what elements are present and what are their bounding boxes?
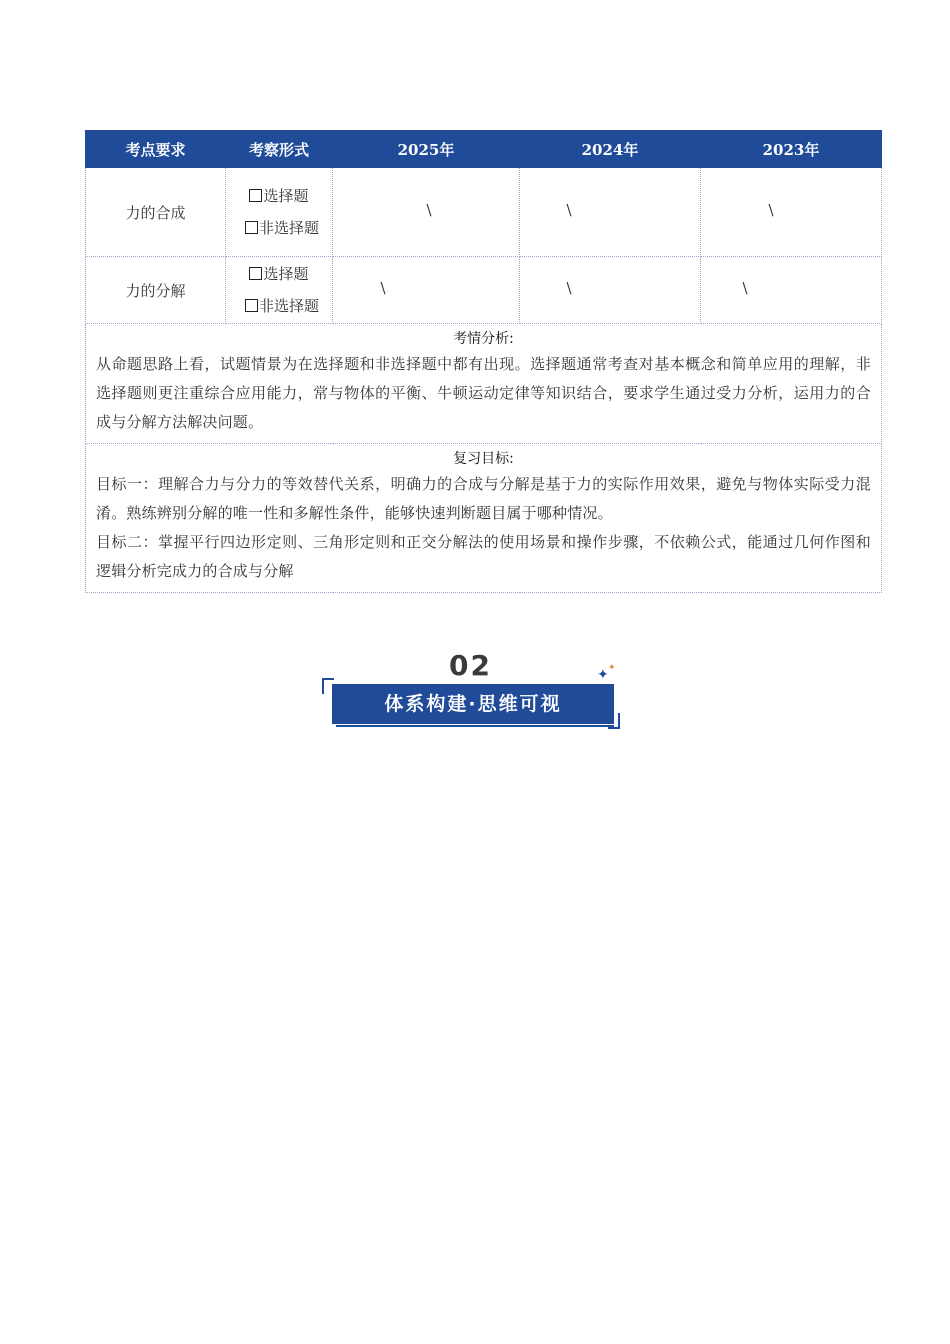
year-2024-cell — [520, 168, 701, 257]
exam-requirements-table — [85, 130, 882, 593]
header-2024: 2024年 — [520, 131, 701, 168]
year-2023-cell — [701, 168, 882, 257]
banner-underline — [336, 725, 614, 727]
goal-two-text: 目标二：掌握平行四边形定则、三角形定则和正交分解法的使用场景和操作步骤，不依赖公式，能通过几何作图和逻辑分析完成力的合成与分解 — [96, 533, 871, 580]
analysis-cell — [86, 324, 882, 444]
goals-cell — [86, 444, 882, 593]
option-nonchoice[interactable] — [233, 212, 331, 244]
cell-value: \ — [426, 201, 432, 219]
option-choice[interactable] — [227, 180, 331, 212]
option-choice[interactable] — [227, 258, 331, 290]
header-form: 考察形式 — [226, 131, 333, 168]
section-number: 02 — [449, 649, 492, 682]
year-2024-cell — [520, 257, 701, 324]
goals-row — [86, 444, 882, 593]
option-label: 选择题 — [263, 265, 309, 283]
topic-cell: 力的合成 — [86, 168, 226, 257]
sparkle-icon: ✦ — [597, 667, 609, 683]
analysis-row — [86, 324, 882, 444]
sparkle-small-icon: ✦ — [608, 663, 616, 673]
goal-one-text: 目标一：理解合力与分力的等效替代关系，明确力的合成与分解是基于力的实际作用效果，避免与物体实际受力混淆。熟练辨别分解的唯一性和多解性条件，能够快速判断题目属于哪种情况。 — [96, 475, 871, 522]
section-title-banner: 体系构建·思维可视 — [332, 684, 614, 724]
topic-cell: 力的分解 — [86, 257, 226, 324]
option-label: 非选择题 — [258, 297, 319, 315]
cell-value: \ — [768, 201, 774, 219]
header-topic: 考点要求 — [86, 131, 226, 168]
cell-value: \ — [566, 201, 572, 219]
cell-value: \ — [566, 279, 572, 297]
header-2025: 2025年 — [333, 131, 520, 168]
section-heading — [322, 645, 622, 735]
table-row — [86, 168, 882, 257]
form-cell — [226, 168, 333, 257]
option-label: 选择题 — [263, 187, 309, 205]
goals-label: 复习目标: — [453, 451, 514, 467]
table-header-row — [86, 131, 882, 168]
year-2023-cell — [701, 257, 882, 324]
cell-value: \ — [380, 279, 386, 297]
checkbox-icon[interactable] — [249, 189, 262, 202]
analysis-text: 从命题思路上看，试题情景为在选择题和非选择题中都有出现。选择题通常考查对基本概念和简单应用的理解，非选择题则更注重综合应用能力，常与物体的平衡、牛顿运动定律等知识结合，要求学生通过受力分析，运用力的合成与分解方法解决问题。 — [96, 355, 871, 431]
year-2025-cell — [333, 168, 520, 257]
checkbox-icon[interactable] — [245, 221, 258, 234]
option-nonchoice[interactable] — [233, 290, 331, 322]
analysis-label: 考情分析: — [453, 331, 514, 347]
checkbox-icon[interactable] — [249, 267, 262, 280]
table-row — [86, 257, 882, 324]
header-2023: 2023年 — [701, 131, 882, 168]
checkbox-icon[interactable] — [245, 299, 258, 312]
year-2025-cell — [333, 257, 520, 324]
cell-value: \ — [742, 279, 748, 297]
form-cell — [226, 257, 333, 324]
option-label: 非选择题 — [258, 219, 319, 237]
